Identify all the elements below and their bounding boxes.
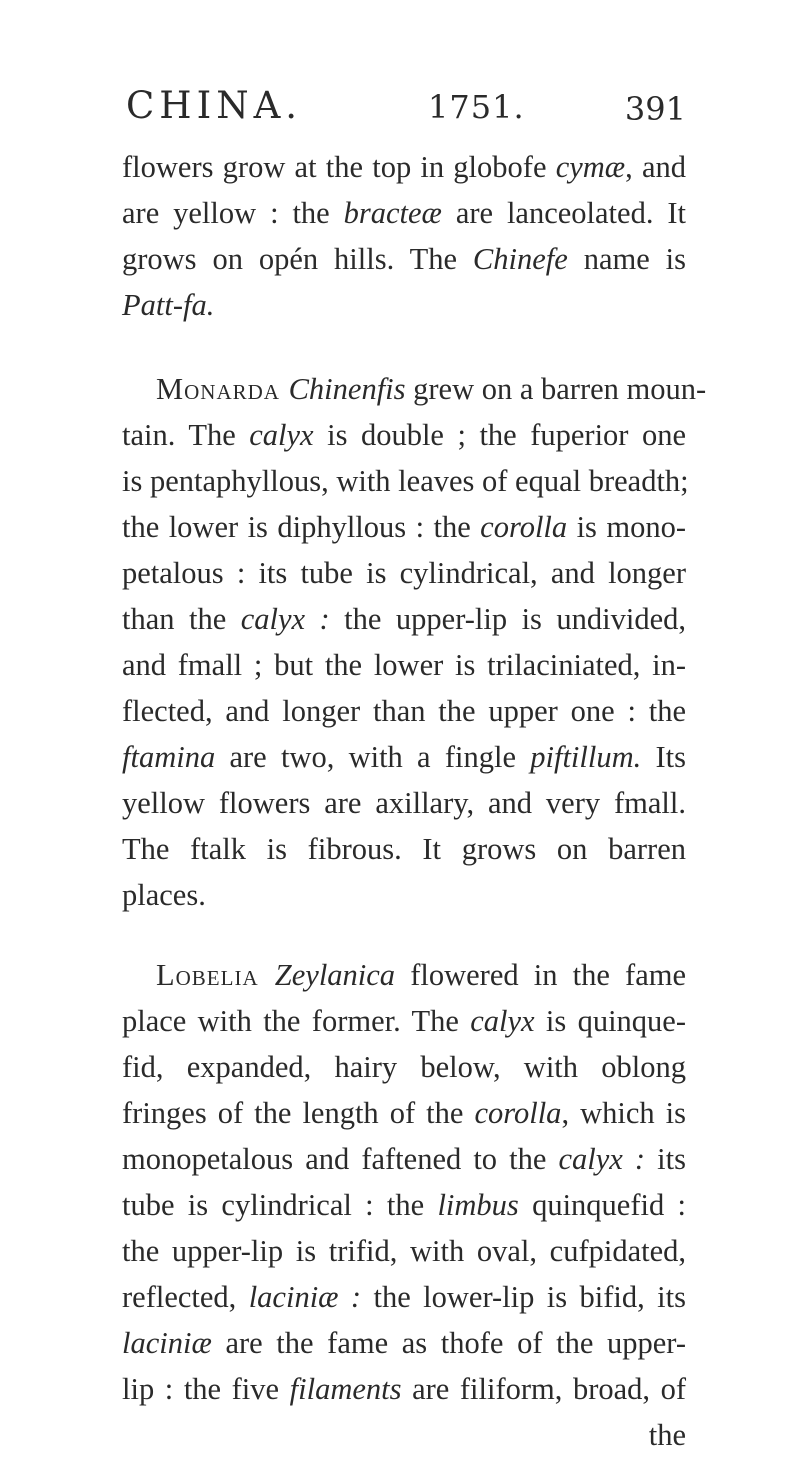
text-run: , and [625,150,687,184]
text-line [122,1274,686,1320]
text-line [122,642,686,688]
text-run: The ftalk is fibrous. It grows on barren [122,832,686,866]
text-line [122,282,686,328]
text-run: places. [122,878,206,912]
italic-term: filaments [289,1372,402,1406]
page-number: 391 [624,90,686,128]
paragraph-gap [122,328,686,366]
italic-term: corolla [480,510,568,544]
text-run: is mono- [567,510,686,544]
text-line [122,1182,686,1228]
text-line [122,596,686,642]
running-header [126,84,686,128]
text-line [122,1044,686,1090]
text-line [122,190,686,236]
paragraph [122,366,707,918]
text-run: is pentaphyllous, with leaves of equal breadth; [122,464,689,498]
text-line [122,952,686,998]
italic-term: Patt-fa. [122,288,215,322]
text-run: and fmall ; but the lower is trilaciniated, in- [122,648,686,682]
text-line [122,1366,686,1412]
text-line [122,826,686,872]
text-run: the upper-lip is trifid, with oval, cufpidated, [122,1234,686,1268]
text-line [122,688,686,734]
italic-term: calyx : [240,602,330,636]
text-line [122,504,686,550]
italic-term: calyx [470,1004,535,1038]
text-run: flowered in the fame [395,958,686,992]
italic-term: laciniæ [122,1326,212,1360]
text-run: tain. The [122,418,250,452]
text-line [122,144,686,190]
italic-term: Zeylanica [274,958,396,992]
text-run: the upper-lip is undivided, [329,602,686,636]
text-run: tube is cylindrical : the [122,1188,438,1222]
text-run: are yellow : the [122,196,344,230]
italic-term: calyx : [558,1142,646,1176]
text-run: are filiform, broad, of [401,1372,686,1406]
text-run: flected, and longer than the upper one : the [122,694,686,728]
text-run: place with the former. The [122,1004,471,1038]
genus-name: Monarda [156,372,289,406]
text-line [122,366,707,412]
paragraph [122,144,686,328]
text-run: petalous : its tube is cylindrical, and longer [122,556,686,590]
text-run: yellow flowers are axillary, and very fmall. [122,786,686,820]
text-line [122,1136,686,1182]
italic-term: limbus [437,1188,519,1222]
text-line [122,1090,686,1136]
text-run: fringes of the length of the [122,1096,475,1130]
text-run: its [645,1142,686,1176]
text-run: the lower-lip is bifid, its [361,1280,686,1314]
italic-term: ftamina [122,740,216,774]
text-run: grew on a barren moun- [405,372,707,406]
text-run: Its [641,740,687,774]
italic-term: piftillum. [530,740,642,774]
italic-term: Chinefe [472,242,568,276]
running-title: CHINA. [126,84,303,127]
header-year: 1751. [428,88,525,126]
text-run: grows on opén hills. The [122,242,473,276]
text-run: is double ; the fuperior one [313,418,686,452]
text-run: reflected, [122,1280,249,1314]
text-run: fid, expanded, hairy below, with oblong [122,1050,686,1084]
text-run: flowers grow at the top in globofe [122,150,556,184]
text-line [122,550,686,596]
italic-term: cymæ [555,150,626,184]
text-line [122,1228,686,1274]
text-run: quinquefid : [518,1188,686,1222]
text-line [122,236,686,282]
text-run: name is [567,242,686,276]
italic-term: corolla [474,1096,562,1130]
text-run: , which is [561,1096,687,1130]
text-run: monopetalous and faftened to the [122,1142,559,1176]
text-run: lip : the five [122,1372,290,1406]
text-run: the lower is diphyllous : the [122,510,481,544]
catchword: the [648,1418,686,1452]
text-line [122,412,686,458]
text-line [122,458,689,504]
paragraph-gap [122,918,686,952]
italic-term: bracteæ [343,196,442,230]
body-text [122,144,707,1458]
text-run: than the [122,602,241,636]
text-line [122,998,686,1044]
text-line [122,872,686,918]
text-run: is quinque- [534,1004,686,1038]
text-run: are two, with a fingle [215,740,531,774]
text-line [122,734,686,780]
italic-term: calyx [249,418,314,452]
text-line [122,780,686,826]
text-run: are lanceolated. It [441,196,686,230]
genus-name: Lobelia [156,958,275,992]
text-run: are the fame as thofe of the upper- [211,1326,686,1360]
text-line [122,1320,686,1366]
italic-term: laciniæ : [248,1280,362,1314]
italic-term: Chinenfis [288,372,406,406]
paragraph [122,952,686,1412]
